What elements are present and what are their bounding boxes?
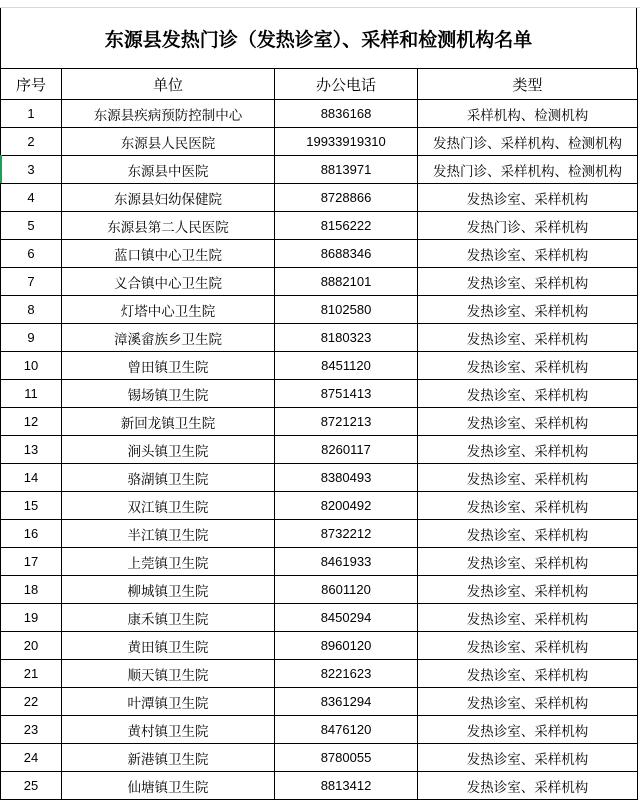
cell-phone[interactable]: 8732212 <box>275 520 418 548</box>
cell-unit[interactable]: 东源县第二人民医院 <box>62 212 275 240</box>
cell-phone[interactable]: 8451120 <box>275 352 418 380</box>
table-row <box>1 576 638 604</box>
cell-index[interactable]: 2 <box>1 128 62 156</box>
header-type[interactable]: 类型 <box>418 69 638 100</box>
table-row <box>1 772 638 800</box>
cell-unit[interactable]: 漳溪畲族乡卫生院 <box>62 324 275 352</box>
cell-type[interactable]: 发热诊室、采样机构 <box>418 548 638 576</box>
cell-index[interactable]: 13 <box>1 436 62 464</box>
cell-unit[interactable]: 涧头镇卫生院 <box>62 436 275 464</box>
cell-unit[interactable]: 康禾镇卫生院 <box>62 604 275 632</box>
selected-row-marker <box>0 155 2 183</box>
cell-unit[interactable]: 黄村镇卫生院 <box>62 716 275 744</box>
cell-phone[interactable]: 8200492 <box>275 492 418 520</box>
cell-phone[interactable]: 8180323 <box>275 324 418 352</box>
cell-phone[interactable]: 8813412 <box>275 772 418 800</box>
cell-type[interactable]: 发热诊室、采样机构 <box>418 464 638 492</box>
table-row <box>1 296 638 324</box>
table-row <box>1 604 638 632</box>
table-row <box>1 716 638 744</box>
cell-unit[interactable]: 双江镇卫生院 <box>62 492 275 520</box>
cell-index[interactable]: 12 <box>1 408 62 436</box>
cell-phone[interactable]: 8156222 <box>275 212 418 240</box>
cell-type[interactable]: 发热诊室、采样机构 <box>418 352 638 380</box>
title-cell[interactable] <box>0 8 637 68</box>
table-row <box>1 100 638 128</box>
cell-unit[interactable]: 仙塘镇卫生院 <box>62 772 275 800</box>
cell-unit[interactable]: 灯塔中心卫生院 <box>62 296 275 324</box>
cell-type[interactable]: 发热诊室、采样机构 <box>418 184 638 212</box>
cell-phone[interactable]: 8960120 <box>275 632 418 660</box>
cell-phone[interactable]: 8728866 <box>275 184 418 212</box>
cell-type[interactable]: 发热诊室、采样机构 <box>418 268 638 296</box>
cell-index[interactable]: 15 <box>1 492 62 520</box>
table-row <box>1 128 638 156</box>
cell-type[interactable]: 发热诊室、采样机构 <box>418 744 638 772</box>
cell-phone[interactable]: 8780055 <box>275 744 418 772</box>
cell-phone[interactable]: 8221623 <box>275 660 418 688</box>
cell-phone[interactable]: 8380493 <box>275 464 418 492</box>
cell-type[interactable]: 发热诊室、采样机构 <box>418 520 638 548</box>
cell-type[interactable]: 发热诊室、采样机构 <box>418 436 638 464</box>
cell-unit[interactable]: 新港镇卫生院 <box>62 744 275 772</box>
cell-unit[interactable]: 顺天镇卫生院 <box>62 660 275 688</box>
cell-type[interactable]: 发热诊室、采样机构 <box>418 296 638 324</box>
cell-unit[interactable]: 东源县中医院 <box>62 156 275 184</box>
cell-phone[interactable]: 8882101 <box>275 268 418 296</box>
cell-phone[interactable]: 8813971 <box>275 156 418 184</box>
cell-type[interactable]: 发热诊室、采样机构 <box>418 688 638 716</box>
cell-type[interactable]: 采样机构、检测机构 <box>418 100 638 128</box>
cell-type[interactable]: 发热门诊、采样机构 <box>418 212 638 240</box>
cell-unit[interactable]: 半江镇卫生院 <box>62 520 275 548</box>
cell-index[interactable]: 21 <box>1 660 62 688</box>
cell-index[interactable]: 20 <box>1 632 62 660</box>
table-row <box>1 380 638 408</box>
cell-type[interactable]: 发热诊室、采样机构 <box>418 772 638 800</box>
table-row <box>1 744 638 772</box>
cell-phone[interactable]: 8601120 <box>275 576 418 604</box>
cell-unit[interactable]: 东源县人民医院 <box>62 128 275 156</box>
cell-unit[interactable]: 叶潭镇卫生院 <box>62 688 275 716</box>
institution-table <box>0 68 638 800</box>
page-title: 东源县发热门诊（发热诊室）、采样和检测机构名单 <box>104 28 533 51</box>
table-row <box>1 548 638 576</box>
table-row <box>1 352 638 380</box>
table-row <box>1 268 638 296</box>
table-header-row <box>1 69 638 100</box>
cell-type[interactable]: 发热诊室、采样机构 <box>418 604 638 632</box>
cell-index[interactable]: 10 <box>1 352 62 380</box>
cell-index[interactable]: 14 <box>1 464 62 492</box>
cell-phone[interactable]: 8361294 <box>275 688 418 716</box>
column-header-strip <box>0 0 640 8</box>
table-row <box>1 688 638 716</box>
table-row <box>1 492 638 520</box>
table-row <box>1 156 638 184</box>
cell-phone[interactable]: 8721213 <box>275 408 418 436</box>
table-row <box>1 184 638 212</box>
cell-unit[interactable]: 柳城镇卫生院 <box>62 576 275 604</box>
cell-unit[interactable]: 东源县疾病预防控制中心 <box>62 100 275 128</box>
cell-unit[interactable]: 东源县妇幼保健院 <box>62 184 275 212</box>
table-row <box>1 520 638 548</box>
cell-phone[interactable]: 19933919310 <box>275 128 418 156</box>
cell-index[interactable]: 8 <box>1 296 62 324</box>
table-row <box>1 240 638 268</box>
cell-index[interactable]: 17 <box>1 548 62 576</box>
cell-unit[interactable]: 上莞镇卫生院 <box>62 548 275 576</box>
cell-phone[interactable]: 8260117 <box>275 436 418 464</box>
cell-phone[interactable]: 8461933 <box>275 548 418 576</box>
table-row <box>1 436 638 464</box>
cell-type[interactable]: 发热诊室、采样机构 <box>418 632 638 660</box>
cell-index[interactable]: 11 <box>1 380 62 408</box>
cell-index[interactable]: 19 <box>1 604 62 632</box>
cell-index[interactable]: 24 <box>1 744 62 772</box>
cell-index[interactable]: 6 <box>1 240 62 268</box>
cell-phone[interactable]: 8450294 <box>275 604 418 632</box>
cell-phone[interactable]: 8688346 <box>275 240 418 268</box>
cell-phone[interactable]: 8751413 <box>275 380 418 408</box>
table-row <box>1 324 638 352</box>
cell-unit[interactable]: 骆湖镇卫生院 <box>62 464 275 492</box>
cell-unit[interactable]: 新回龙镇卫生院 <box>62 408 275 436</box>
cell-index[interactable]: 9 <box>1 324 62 352</box>
cell-unit[interactable]: 蓝口镇中心卫生院 <box>62 240 275 268</box>
cell-type[interactable]: 发热诊室、采样机构 <box>418 576 638 604</box>
table-row <box>1 632 638 660</box>
cell-phone[interactable]: 8476120 <box>275 716 418 744</box>
cell-type[interactable]: 发热门诊、采样机构、检测机构 <box>418 128 638 156</box>
cell-index[interactable]: 3 <box>1 156 62 184</box>
cell-phone[interactable]: 8836168 <box>275 100 418 128</box>
cell-unit[interactable]: 黄田镇卫生院 <box>62 632 275 660</box>
cell-type[interactable]: 发热诊室、采样机构 <box>418 380 638 408</box>
cell-type[interactable]: 发热诊室、采样机构 <box>418 716 638 744</box>
cell-index[interactable]: 5 <box>1 212 62 240</box>
cell-type[interactable]: 发热门诊、采样机构、检测机构 <box>418 156 638 184</box>
table-row <box>1 464 638 492</box>
cell-phone[interactable]: 8102580 <box>275 296 418 324</box>
cell-type[interactable]: 发热诊室、采样机构 <box>418 324 638 352</box>
cell-unit[interactable]: 锡场镇卫生院 <box>62 380 275 408</box>
cell-type[interactable]: 发热诊室、采样机构 <box>418 492 638 520</box>
cell-index[interactable]: 4 <box>1 184 62 212</box>
cell-index[interactable]: 25 <box>1 772 62 800</box>
cell-unit[interactable]: 曾田镇卫生院 <box>62 352 275 380</box>
table-row <box>1 660 638 688</box>
cell-index[interactable]: 18 <box>1 576 62 604</box>
cell-index[interactable]: 22 <box>1 688 62 716</box>
header-unit[interactable]: 单位 <box>62 69 275 100</box>
table-body <box>1 100 638 800</box>
cell-index[interactable]: 7 <box>1 268 62 296</box>
cell-index[interactable]: 1 <box>1 100 62 128</box>
cell-type[interactable]: 发热诊室、采样机构 <box>418 660 638 688</box>
cell-type[interactable]: 发热诊室、采样机构 <box>418 240 638 268</box>
header-phone[interactable]: 办公电话 <box>275 69 418 100</box>
table-row <box>1 408 638 436</box>
table-row <box>1 212 638 240</box>
cell-type[interactable]: 发热诊室、采样机构 <box>418 408 638 436</box>
cell-unit[interactable]: 义合镇中心卫生院 <box>62 268 275 296</box>
header-index[interactable]: 序号 <box>1 69 62 100</box>
cell-index[interactable]: 16 <box>1 520 62 548</box>
cell-index[interactable]: 23 <box>1 716 62 744</box>
